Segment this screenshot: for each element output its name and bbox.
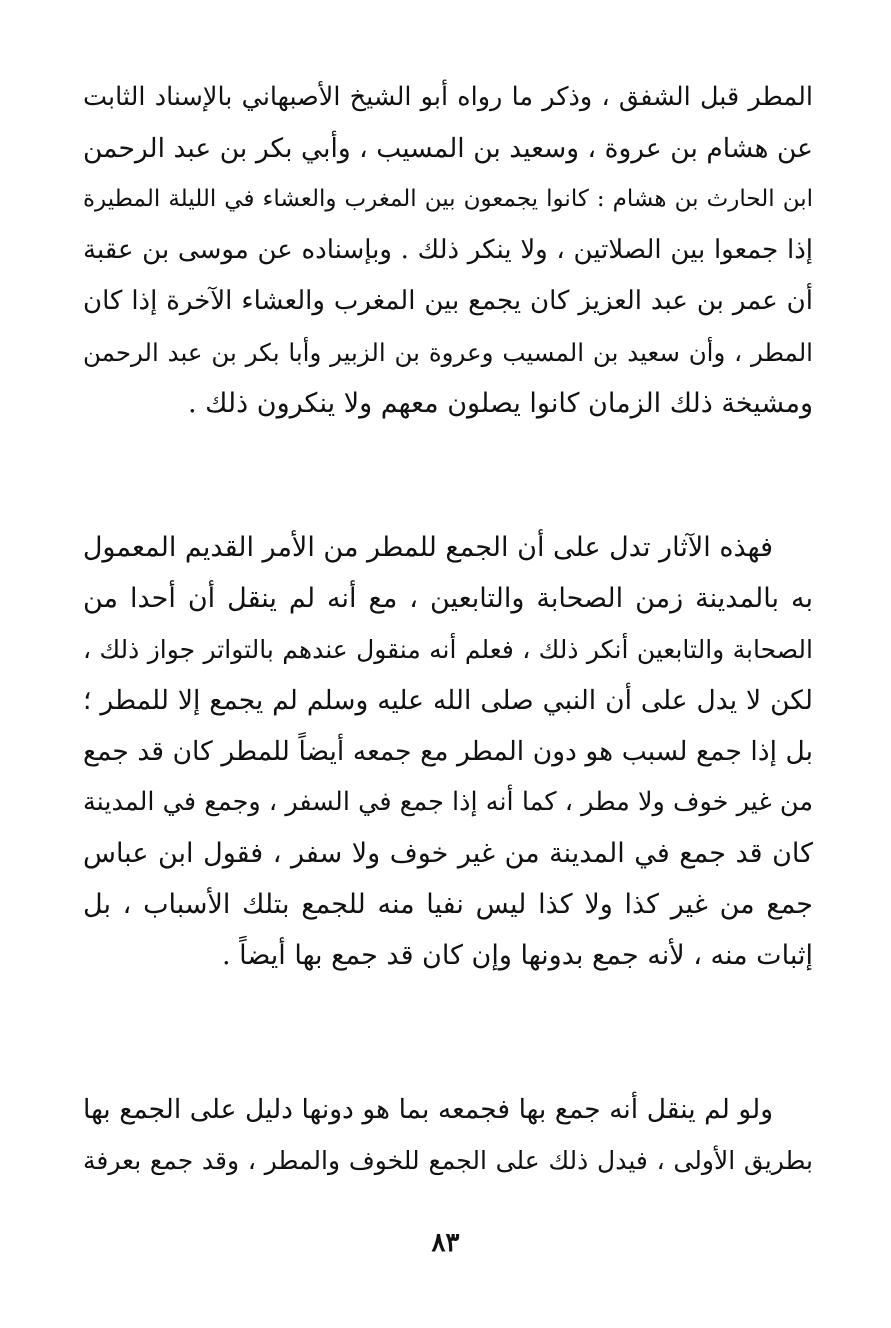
text-line: إذا جمعوا بين الصلاتين ، ولا ينكر ذلك . وبإسناده عن موسى بن عقبة xyxy=(83,235,813,265)
text-line: المطر قبل الشفق ، وذكر ما رواه أبو الشيخ الأصبهاني بالإسناد الثابت xyxy=(83,82,813,112)
text-line: عن هشام بن عروة ، وسعيد بن المسيب ، وأبي بكر بن عبد الرحمن xyxy=(83,133,813,164)
paragraph-3 xyxy=(83,1084,813,1186)
text-line: ولو لم ينقل أنه جمع بها فجمعه بما هو دونها دليل على الجمع بها xyxy=(83,1094,773,1125)
text-line: فهذه الآثار تدل على أن الجمع للمطر من الأمر القديم المعمول xyxy=(83,532,773,563)
text-line: بطريق الأولى ، فيدل ذلك على الجمع للخوف والمطر ، وقد جمع بعرفة xyxy=(83,1146,813,1175)
page-number: ٨٣ xyxy=(431,1228,460,1258)
text-line: ابن الحارث بن هشام : كانوا يجمعون بين المغرب والعشاء في الليلة المطيرة xyxy=(83,186,813,212)
text-line: به بالمدينة زمن الصحابة والتابعين ، مع أنه لم ينقل أن أحدا من xyxy=(83,583,813,614)
text-line: من غير خوف ولا مطر ، كما أنه إذا جمع في السفر ، وجمع في المدينة xyxy=(83,787,813,817)
text-line: إثبات منه ، لأنه جمع بدونها وإن كان قد جمع بها أيضاً . xyxy=(221,940,813,971)
paragraph-1 xyxy=(83,72,813,429)
text-line: كان قد جمع في المدينة من غير خوف ولا سفر ، فقول ابن عباس xyxy=(83,838,813,869)
text-line: لكن لا يدل على أن النبي صلى الله عليه وسلم لم يجمع إلا للمطر ؛ xyxy=(83,685,813,716)
text-line: بل إذا جمع لسبب هو دون المطر مع جمعه أيضاً للمطر كان قد جمع xyxy=(83,736,813,767)
text-line: أن عمر بن عبد العزيز كان يجمع بين المغرب والعشاء الآخرة إذا كان xyxy=(83,286,813,316)
paragraph-2 xyxy=(83,522,813,981)
text-line: الصحابة والتابعين أنكر ذلك ، فعلم أنه منقول عندهم بالتواتر جواز ذلك ، xyxy=(83,635,813,664)
text-line: ومشيخة ذلك الزمان كانوا يصلون معهم ولا ينكرون ذلك . xyxy=(188,388,813,419)
text-line: المطر ، وأن سعيد بن المسيب وعروة بن الزبير وأبا بكر بن عبد الرحمن xyxy=(83,338,813,367)
text-line: جمع من غير كذا ولا كذا ليس نفيا منه للجمع بتلك الأسباب ، بل xyxy=(83,889,813,920)
